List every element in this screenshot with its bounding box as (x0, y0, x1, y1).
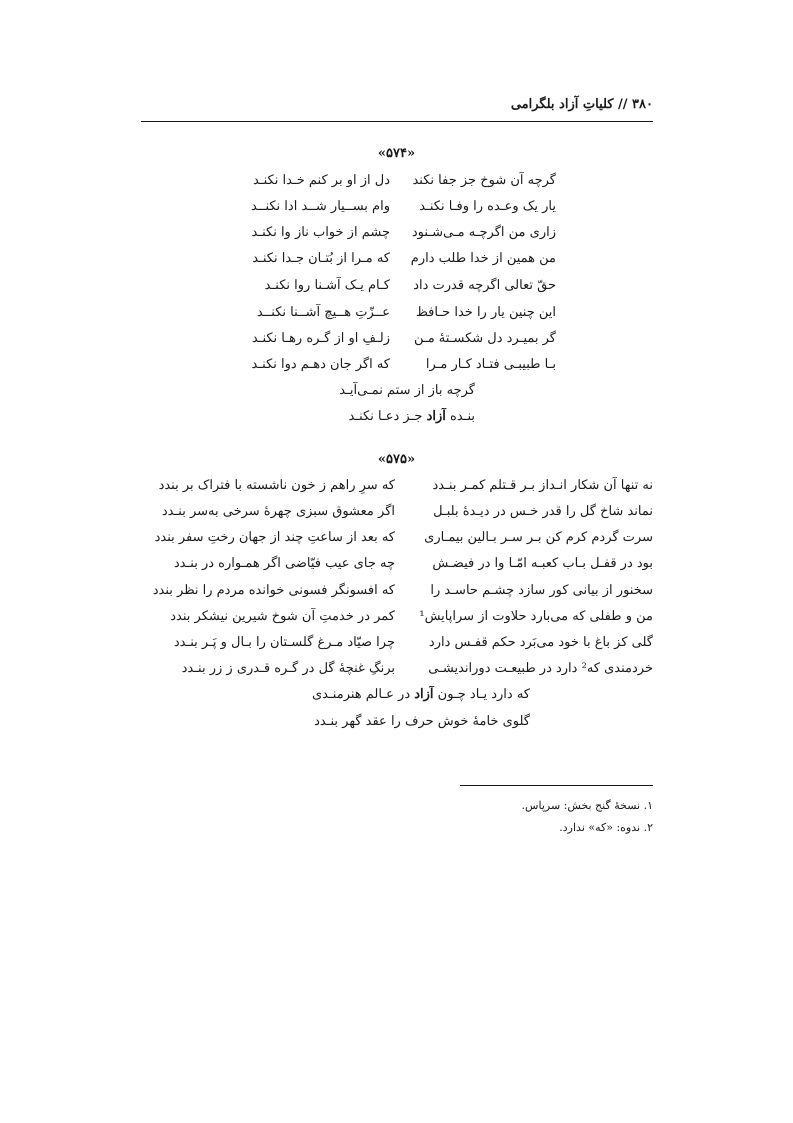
hemistich-left: که مـرا از بُتـان جـدا نکنـد (252, 251, 390, 266)
verse-line (150, 529, 653, 547)
verse-line (240, 330, 556, 348)
hemistich-right: گر بمیـرد دل شکسـتهٔ مـن (414, 331, 556, 346)
verse-line (240, 198, 556, 216)
hemistich-right: حقّ تعالی اگرچه قدرت داد (413, 278, 556, 293)
hemistich-left: وام بســیار شــد ادا نکنــد (251, 199, 390, 214)
hemistich-left: که افسونگر فسونی خوانده مردم را نظر بندد (152, 583, 395, 598)
hemistich-right: نه تنها آن شکار انـداز بـر قـتلم کمـر بنـدد (432, 478, 653, 493)
verse-line (150, 555, 653, 573)
hemistich-left: که اگر جان دهـم دوا نکنـد (251, 357, 390, 372)
verse-line (240, 356, 556, 374)
footnote-rule (460, 785, 653, 786)
header-rule (141, 121, 653, 122)
hemistich-left: چه جای عیب فیّاضی اگر همـواره در بنـدد (173, 556, 395, 571)
verse-line (240, 304, 556, 322)
hemistich-left: که بعد از ساعتِ چند از جهان رختِ سفر بندد (154, 530, 395, 545)
closing-text-before: که دارد یـاد چـون (433, 687, 530, 702)
closing-text-before: بنـده (445, 409, 475, 424)
poem-number-575: «۵۷۵» (377, 452, 416, 467)
hemistich-left: که سرِ راهم ز خون ناشسته با فتراک بر بندد (158, 478, 395, 493)
hemistich-left: اگر معشوق سبزی چهرهٔ سرخی به‌سر بنـدد (161, 504, 395, 519)
closing-line-signature (275, 686, 530, 704)
closing-text-after: در عـالم هنرمنـدی (312, 687, 415, 702)
hemistich-right: من همین از خدا طلب دارم (410, 251, 556, 266)
hemistich-left: زلـفِ او از گـره رهـا نکنـد (251, 331, 390, 346)
poet-name: آزاد (426, 409, 446, 424)
hemistich-left: برنگِ غنچهٔ گل در گـره قـدری ز زر بنـدد (181, 661, 395, 676)
poet-name: آزاد (414, 687, 434, 702)
hemistich-right: من و طفلی که می‌بارد حلاوت از سراپایش¹ (419, 609, 653, 624)
closing-text-after: جـز دعـا نکنـد (348, 409, 427, 424)
hemistich-left: کمر در خدمتِ آن شوخ شیرین نیشکر بندد (170, 609, 395, 624)
verse-line (150, 582, 653, 600)
verse-line (150, 608, 653, 626)
verse-line (150, 503, 653, 521)
poem-number-574: «۵۷۴» (377, 146, 416, 161)
hemistich-left: چرا صیّاد مـرغ گلسـتان را بـال و پَـر بنـدد (173, 635, 395, 650)
hemistich-left: عــزّتِ هــیچ آشــنا نکنــد (256, 305, 390, 320)
hemistich-left: دل از او بر کنم خـدا نکنـد (253, 173, 390, 188)
hemistich-left: چشم از خواب ناز وا نکنـد (251, 225, 390, 240)
hemistich-right: بـا طبیبـی فتـاد کـار مـرا (425, 357, 556, 372)
hemistich-right: خردمندی که² دارد در طبیعـت دوراندیشـی (428, 661, 653, 676)
closing-line (300, 382, 475, 400)
verse-line (240, 277, 556, 295)
hemistich-right: زاری من اگرچـه مـی‌شـنود (411, 225, 556, 240)
hemistich-right: بود در قفـل بـاب کعبـه امّـا وا در فیضـش (432, 556, 653, 571)
closing-line-signature (300, 408, 475, 426)
closing-text: گلوی خامهٔ خوش حرف را عقد گهر بنـدد (314, 714, 530, 729)
verse-line (150, 660, 653, 678)
verse-line (150, 634, 653, 652)
hemistich-right: سخنور از بیانی کور سازد چشـم حاسـد را (430, 583, 653, 598)
hemistich-right: گلی کز باغ با خود می‌بَرد حکم قفـس دارد (428, 635, 653, 650)
hemistich-right: گرچه آن شوخ جز جفا نکند (412, 173, 556, 188)
hemistich-right: یار یک وعـده را وفـا نکنـد (419, 199, 556, 214)
hemistich-right: سرت گردم کرم کن بـر سـر بـالین بیمـاری (424, 530, 653, 545)
verse-line (240, 224, 556, 242)
hemistich-left: کـام یـک آشـنا روا نکنـد (264, 278, 390, 293)
closing-line (275, 713, 530, 731)
closing-text: گرچه باز از ستم نمـی‌آیـد (339, 383, 475, 398)
verse-line (240, 172, 556, 190)
footnote-2: ۲. ندوه: «که» ندارد. (559, 821, 653, 834)
verse-line (150, 477, 653, 495)
footnote-1: ۱. نسخهٔ گنج بخش: سرپاس. (521, 799, 653, 812)
verse-line (240, 250, 556, 268)
running-head: ۳۸۰ // کلیاتِ آزاد بلگرامی (510, 97, 653, 112)
hemistich-right: این چنین یار را خدا حـافظ (415, 305, 556, 320)
hemistich-right: نماند شاخ گل را قدر خـس در دیـدهٔ بلبـل (433, 504, 653, 519)
